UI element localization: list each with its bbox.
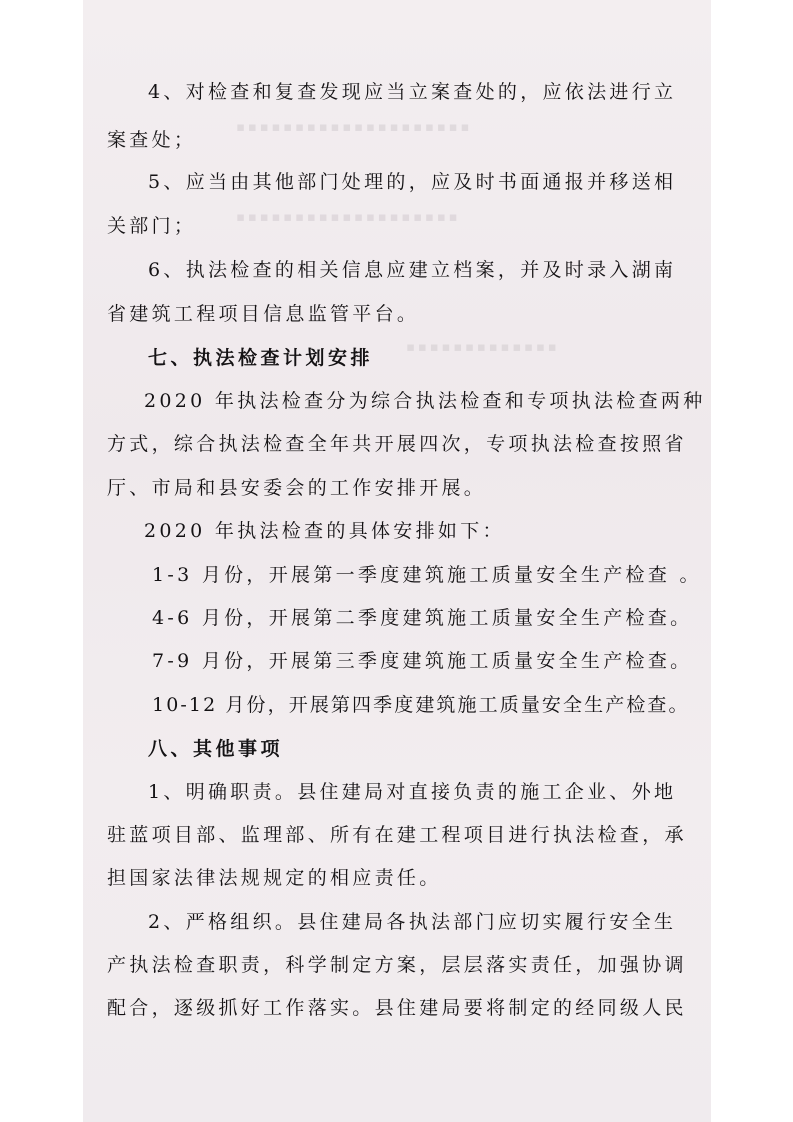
text-line: 关部门； bbox=[107, 215, 197, 237]
text-line: 5、应当由其他部门处理的，应及时书面通报并移送相 bbox=[148, 171, 677, 193]
text-line: 驻蓝项目部、监理部、所有在建工程项目进行执法检查，承 bbox=[107, 824, 687, 846]
document-photo bbox=[83, 0, 711, 1122]
text-line: 6、执法检查的相关信息应建立档案，并及时录入湖南 bbox=[148, 259, 677, 281]
bleed-through: ▪▪▪▪▪▪▪▪▪▪▪▪▪ bbox=[403, 340, 557, 355]
bleed-through: ▪▪▪▪▪▪▪▪▪▪▪▪▪▪▪▪▪▪▪ bbox=[233, 210, 458, 225]
section-heading: 八、其他事项 bbox=[148, 738, 284, 760]
text-line: 担国家法律法规规定的相应责任。 bbox=[107, 867, 442, 889]
text-line: 4-6 月份，开展第二季度建筑施工质量安全生产检查。 bbox=[152, 607, 693, 629]
text-line: 1-3 月份，开展第一季度建筑施工质量安全生产检查 。 bbox=[152, 564, 702, 586]
text-line: 省建筑工程项目信息监管平台。 bbox=[107, 303, 420, 325]
text-line: 10-12 月份，开展第四季度建筑施工质量安全生产检查。 bbox=[152, 694, 690, 716]
text-line: 案查处； bbox=[107, 129, 197, 151]
text-line: 方式，综合执法检查全年共开展四次，专项执法检查按照省 bbox=[107, 433, 687, 455]
text-line: 1、明确职责。县住建局对直接负责的施工企业、外地 bbox=[148, 781, 677, 803]
section-heading: 七、执法检查计划安排 bbox=[148, 347, 374, 369]
text-line: 4、对检查和复查发现应当立案查处的，应依法进行立 bbox=[148, 81, 677, 103]
text-line: 厅、市局和县安委会的工作安排开展。 bbox=[107, 477, 487, 499]
text-line: 产执法检查职责，科学制定方案，层层落实责任，加强协调 bbox=[107, 954, 687, 976]
text-line: 配合，逐级抓好工作落实。县住建局要将制定的经同级人民 bbox=[107, 997, 687, 1019]
text-line: 2、严格组织。县住建局各执法部门应切实履行安全生 bbox=[148, 911, 677, 933]
bleed-through: ▪▪▪▪▪▪▪▪▪▪▪▪▪▪▪▪▪▪▪▪ bbox=[233, 120, 470, 135]
text-line: 7-9 月份，开展第三季度建筑施工质量安全生产检查。 bbox=[152, 650, 693, 672]
text-line: 2020 年执法检查分为综合执法检查和专项执法检查两种 bbox=[144, 390, 706, 412]
text-line: 2020 年执法检查的具体安排如下： bbox=[144, 520, 505, 542]
